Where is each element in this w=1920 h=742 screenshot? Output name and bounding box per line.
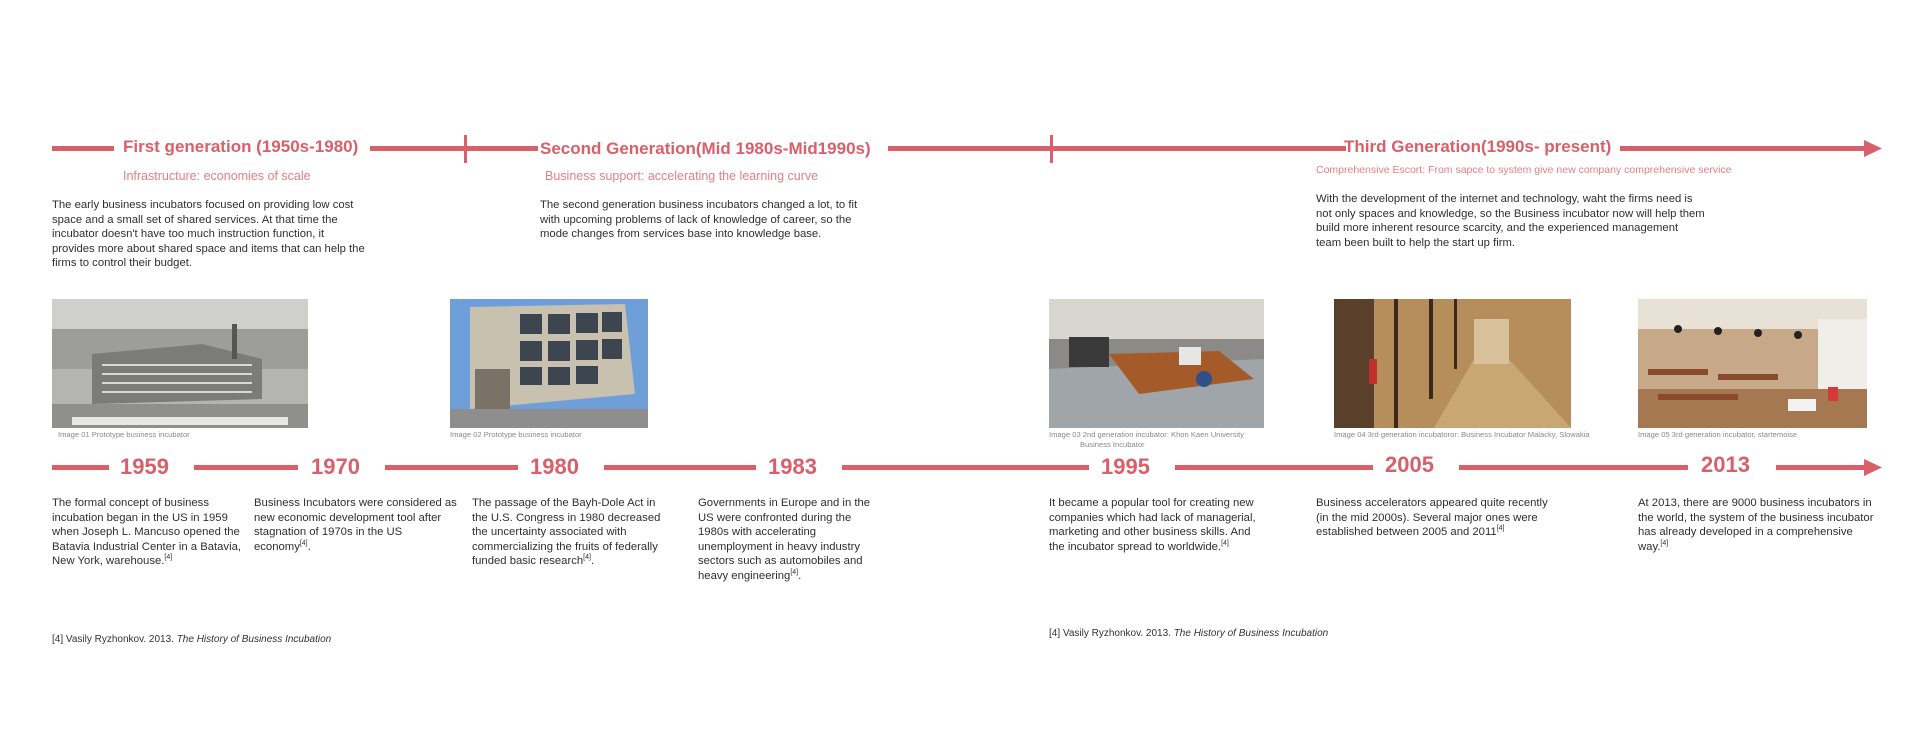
generation-3-title: Third Generation(1990s- present) (1344, 137, 1612, 156)
reference-prefix: [4] Vasily Ryzhonkov. 2013. (1049, 628, 1174, 639)
milestone-tail: . (798, 569, 802, 582)
image-01-caption: Image 01 Prototype business incubator (58, 430, 190, 439)
image-04-third-generation-incubator (1334, 299, 1571, 428)
year-1995: 1995 (1101, 454, 1150, 479)
citation: [4] (583, 554, 591, 562)
bottom-timeline-arrowhead (1864, 459, 1882, 476)
citation: [4] (790, 569, 799, 577)
bottom-line-segment (604, 465, 756, 470)
image-05-third-generation-incubator (1638, 299, 1867, 428)
milestone-text: The formal concept of business incubation began in the US in 1959 when Joseph L. Mancuso opened the Batavia Industrial Center in a Batavia, New York, warehouse. (52, 497, 242, 568)
bottom-line-segment (194, 465, 298, 470)
image-03-caption: Image 03 2nd generation incubator: Khon Kaen University (1049, 430, 1245, 439)
citation: [4] (299, 540, 308, 548)
milestone-text: The passage of the Bayh-Dole Act in the U.S. Congress in 1980 decreased the uncertainty associated with commercializing the fruits of federally funded basic research (472, 497, 661, 568)
citation: [4] (1221, 540, 1229, 548)
generation-2-title: Second Generation(Mid 1980s-Mid1990s) (540, 139, 871, 158)
milestone-text: It became a popular tool for creating new companies which had lack of managerial, marketing and other business skills. And the incubator spread to worldwide. (1049, 497, 1256, 553)
reference-title: The History of Business Incubation (1173, 628, 1329, 639)
milestone-2013-text (1638, 496, 1878, 554)
year-1980: 1980 (530, 454, 579, 479)
generation-2-subtitle: Business support: accelerating the learning curve (545, 169, 819, 183)
bottom-line-segment (52, 465, 109, 470)
bottom-line-segment (1776, 465, 1872, 470)
generation-1-description: The early business incubators focused on providing low cost space and a small set of shared services. At that time the incubator doesn't have too much instruction function, it provides more about shared space and items that can help the firms to control their budget. (52, 199, 365, 270)
citation: [4] (1660, 540, 1669, 548)
milestone-1995-text (1049, 496, 1261, 554)
reference-left (52, 634, 331, 645)
image-01-prototype-incubator (52, 299, 308, 428)
image-02-prototype-incubator (450, 299, 648, 428)
reference-right (1049, 628, 1328, 639)
top-line-segment (1620, 146, 1872, 151)
citation: [4] (164, 554, 173, 562)
milestone-text: At 2013, there are 9000 business incubators in the world, the system of the business incubator has already developed in a comprehensive way. (1638, 497, 1874, 553)
image-03-caption-line-2: Business Incubator (1080, 440, 1145, 449)
year-1983: 1983 (768, 454, 817, 479)
top-divider-tick (1050, 135, 1053, 163)
year-2013: 2013 (1701, 452, 1750, 477)
year-2005: 2005 (1385, 452, 1434, 477)
generation-3-description: With the development of the internet and technology, waht the firms need is not only spaces and knowledge, so the Business incubator now will help them build more inherent resource scarcity, and the experienced management team been built to help the start up firm. (1316, 193, 1705, 249)
citation: [4] (1496, 525, 1505, 533)
bottom-line-segment (1459, 465, 1688, 470)
top-line-segment (52, 146, 114, 151)
top-line-segment (370, 146, 538, 151)
generation-1-title: First generation (1950s-1980) (123, 137, 359, 156)
milestone-text: Business Incubators were considered as new economic development tool after stagnation of 1970s in the US economy (254, 497, 457, 553)
milestone-text: Governments in Europe and in the US were confronted during the 1980s with accelerating unemployment in heavy industry sectors such as automobiles and heavy engineering (698, 497, 871, 582)
image-03-second-generation-incubator (1049, 299, 1264, 428)
milestone-tail: . (307, 540, 311, 553)
milestone-tail: . (590, 555, 595, 568)
bottom-line-segment (842, 465, 1089, 470)
reference-prefix: [4] Vasily Ryzhonkov. 2013. (52, 634, 177, 645)
generation-3-subtitle: Comprehensive Escort: From sapce to system give new company comprehensive service (1316, 164, 1732, 176)
milestone-1983-text (698, 496, 876, 584)
milestone-1959-text (52, 496, 242, 569)
reference-title: The History of Business Incubation (176, 634, 332, 645)
image-02-caption: Image 02 Prototype business incubator (450, 430, 582, 439)
generation-2-description: The second generation business incubators changed a lot, to fit with upcoming problems of lack of knowledge of career, so the mode changes from services base into knowledge base. (540, 199, 858, 241)
generation-1-subtitle: Infrastructure: economies of scale (123, 169, 311, 183)
top-timeline-arrowhead (1864, 140, 1882, 157)
image-05-caption: Image 05 3rd generation incubator, startemoise (1638, 430, 1798, 439)
milestone-1970-text (254, 496, 462, 554)
milestone-2005-text (1316, 496, 1548, 540)
image-04-caption: Image 04 3rd generation incubatoror: Business Incubator Malacky, Slowakia (1334, 430, 1590, 439)
milestone-text: Business accelerators appeared quite recently (in the mid 2000s). Several major ones were established between 2005 and 2011 (1316, 497, 1548, 539)
bottom-line-segment (385, 465, 518, 470)
top-line-segment (888, 146, 1346, 151)
year-1959: 1959 (120, 454, 169, 479)
bottom-line-segment (1175, 465, 1373, 470)
milestone-1980-text (472, 496, 664, 569)
top-divider-tick (464, 135, 467, 163)
year-1970: 1970 (311, 454, 360, 479)
